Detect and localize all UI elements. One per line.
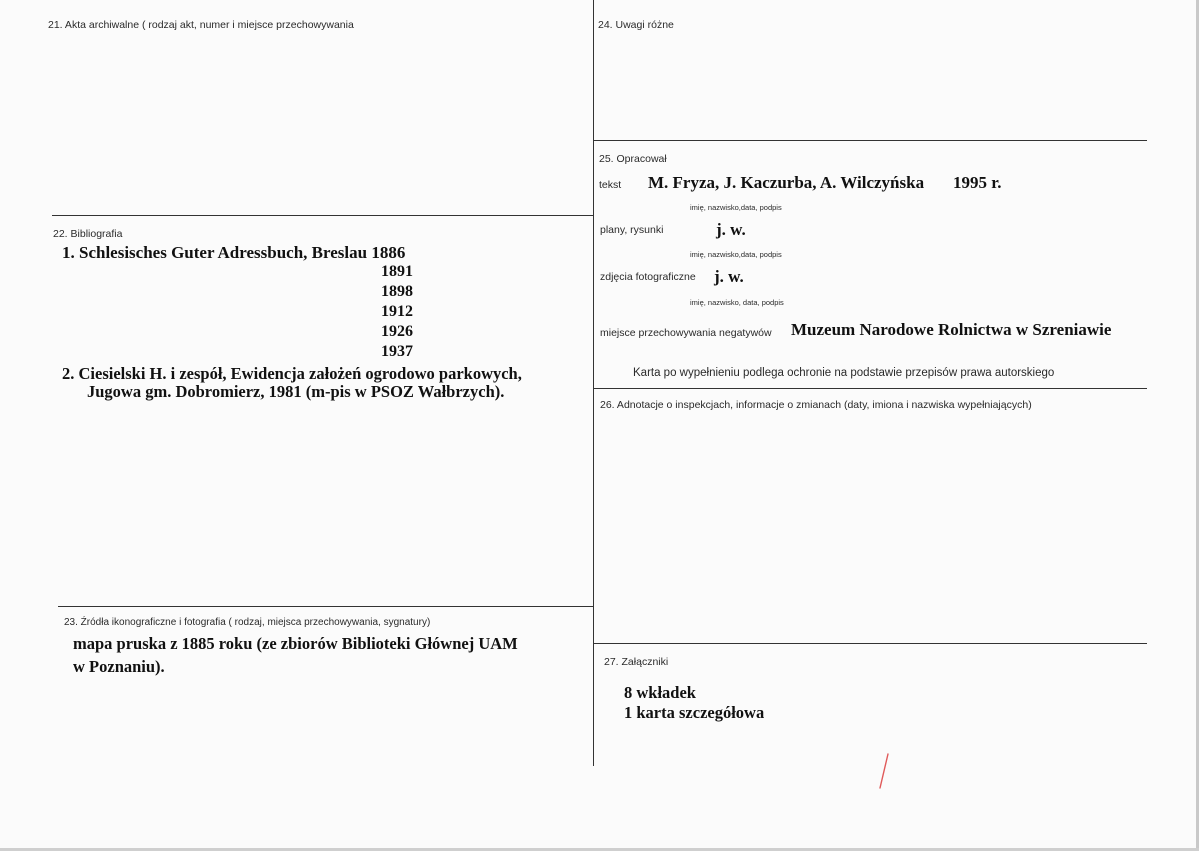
bibliography-year: 1891 — [381, 263, 413, 280]
bibliography-item-2-line-1: 2. Ciesielski H. i zespół, Ewidencja założeń ogrodowo parkowych, — [62, 364, 522, 383]
zdjecia-label: zdjęcia fotograficzne — [600, 271, 696, 283]
iconography-line-1: mapa pruska z 1885 roku (ze zbiorów Biblioteki Głównej UAM — [73, 634, 518, 653]
bibliography-item-2-line-2: Jugowa gm. Dobromierz, 1981 (m-pis w PSOZ Wałbrzych). — [87, 382, 505, 401]
signature-hint-2: imię, nazwisko,data, podpis — [690, 250, 782, 259]
column-divider — [593, 0, 594, 766]
section-27-label: 27. Załączniki — [604, 656, 669, 668]
negatywy-label: miejsce przechowywania negatywów — [600, 327, 772, 339]
section-23-label: 23. Źródła ikonograficzne i fotografia ( rodzaj, miejsca przechowywania, sygnatury) — [64, 617, 431, 628]
tekst-year: 1995 r. — [953, 173, 1002, 192]
bibliography-year: 1912 — [381, 303, 413, 320]
divider-25-26 — [593, 388, 1147, 389]
bibliography-item-1: 1. Schlesisches Guter Adressbuch, Breslau 1886 — [62, 243, 406, 262]
attachments-line-2: 1 karta szczegółowa — [624, 703, 765, 722]
signature-hint-3: imię, nazwisko, data, podpis — [690, 298, 784, 307]
divider-22-23 — [58, 606, 593, 607]
divider-26-27 — [593, 643, 1147, 644]
signature-hint-1: imię, nazwisko,data, podpis — [690, 203, 782, 212]
bibliography-year: 1926 — [381, 323, 413, 340]
bibliography-year: 1937 — [381, 343, 413, 360]
bibliography-year: 1898 — [381, 283, 413, 300]
divider-24-25 — [593, 140, 1147, 141]
section-21-label: 21. Akta archiwalne ( rodzaj akt, numer i miejsce przechowywania — [48, 19, 354, 31]
negatywy-value: Muzeum Narodowe Rolnictwa w Szreniawie — [791, 320, 1112, 339]
copyright-note: Karta po wypełnieniu podlega ochronie na podstawie przepisów prawa autorskiego — [633, 367, 1055, 379]
iconography-line-2: w Poznaniu). — [73, 657, 165, 676]
section-24-label: 24. Uwagi różne — [598, 19, 674, 31]
plany-label: plany, rysunki — [600, 224, 664, 236]
divider-21-22 — [52, 215, 593, 216]
section-22-label: 22. Bibliografia — [53, 228, 123, 240]
section-25-label: 25. Opracował — [599, 153, 667, 165]
tekst-authors: M. Fryza, J. Kaczurba, A. Wilczyńska — [648, 173, 925, 192]
plany-value: j. w. — [716, 220, 746, 239]
zdjecia-value: j. w. — [714, 267, 744, 286]
red-pen-mark — [874, 752, 894, 792]
tekst-label: tekst — [599, 179, 622, 191]
attachments-line-1: 8 wkładek — [624, 683, 696, 702]
section-26-label: 26. Adnotacje o inspekcjach, informacje o zmianach (daty, imiona i nazwiska wypełniających) — [600, 399, 1032, 411]
